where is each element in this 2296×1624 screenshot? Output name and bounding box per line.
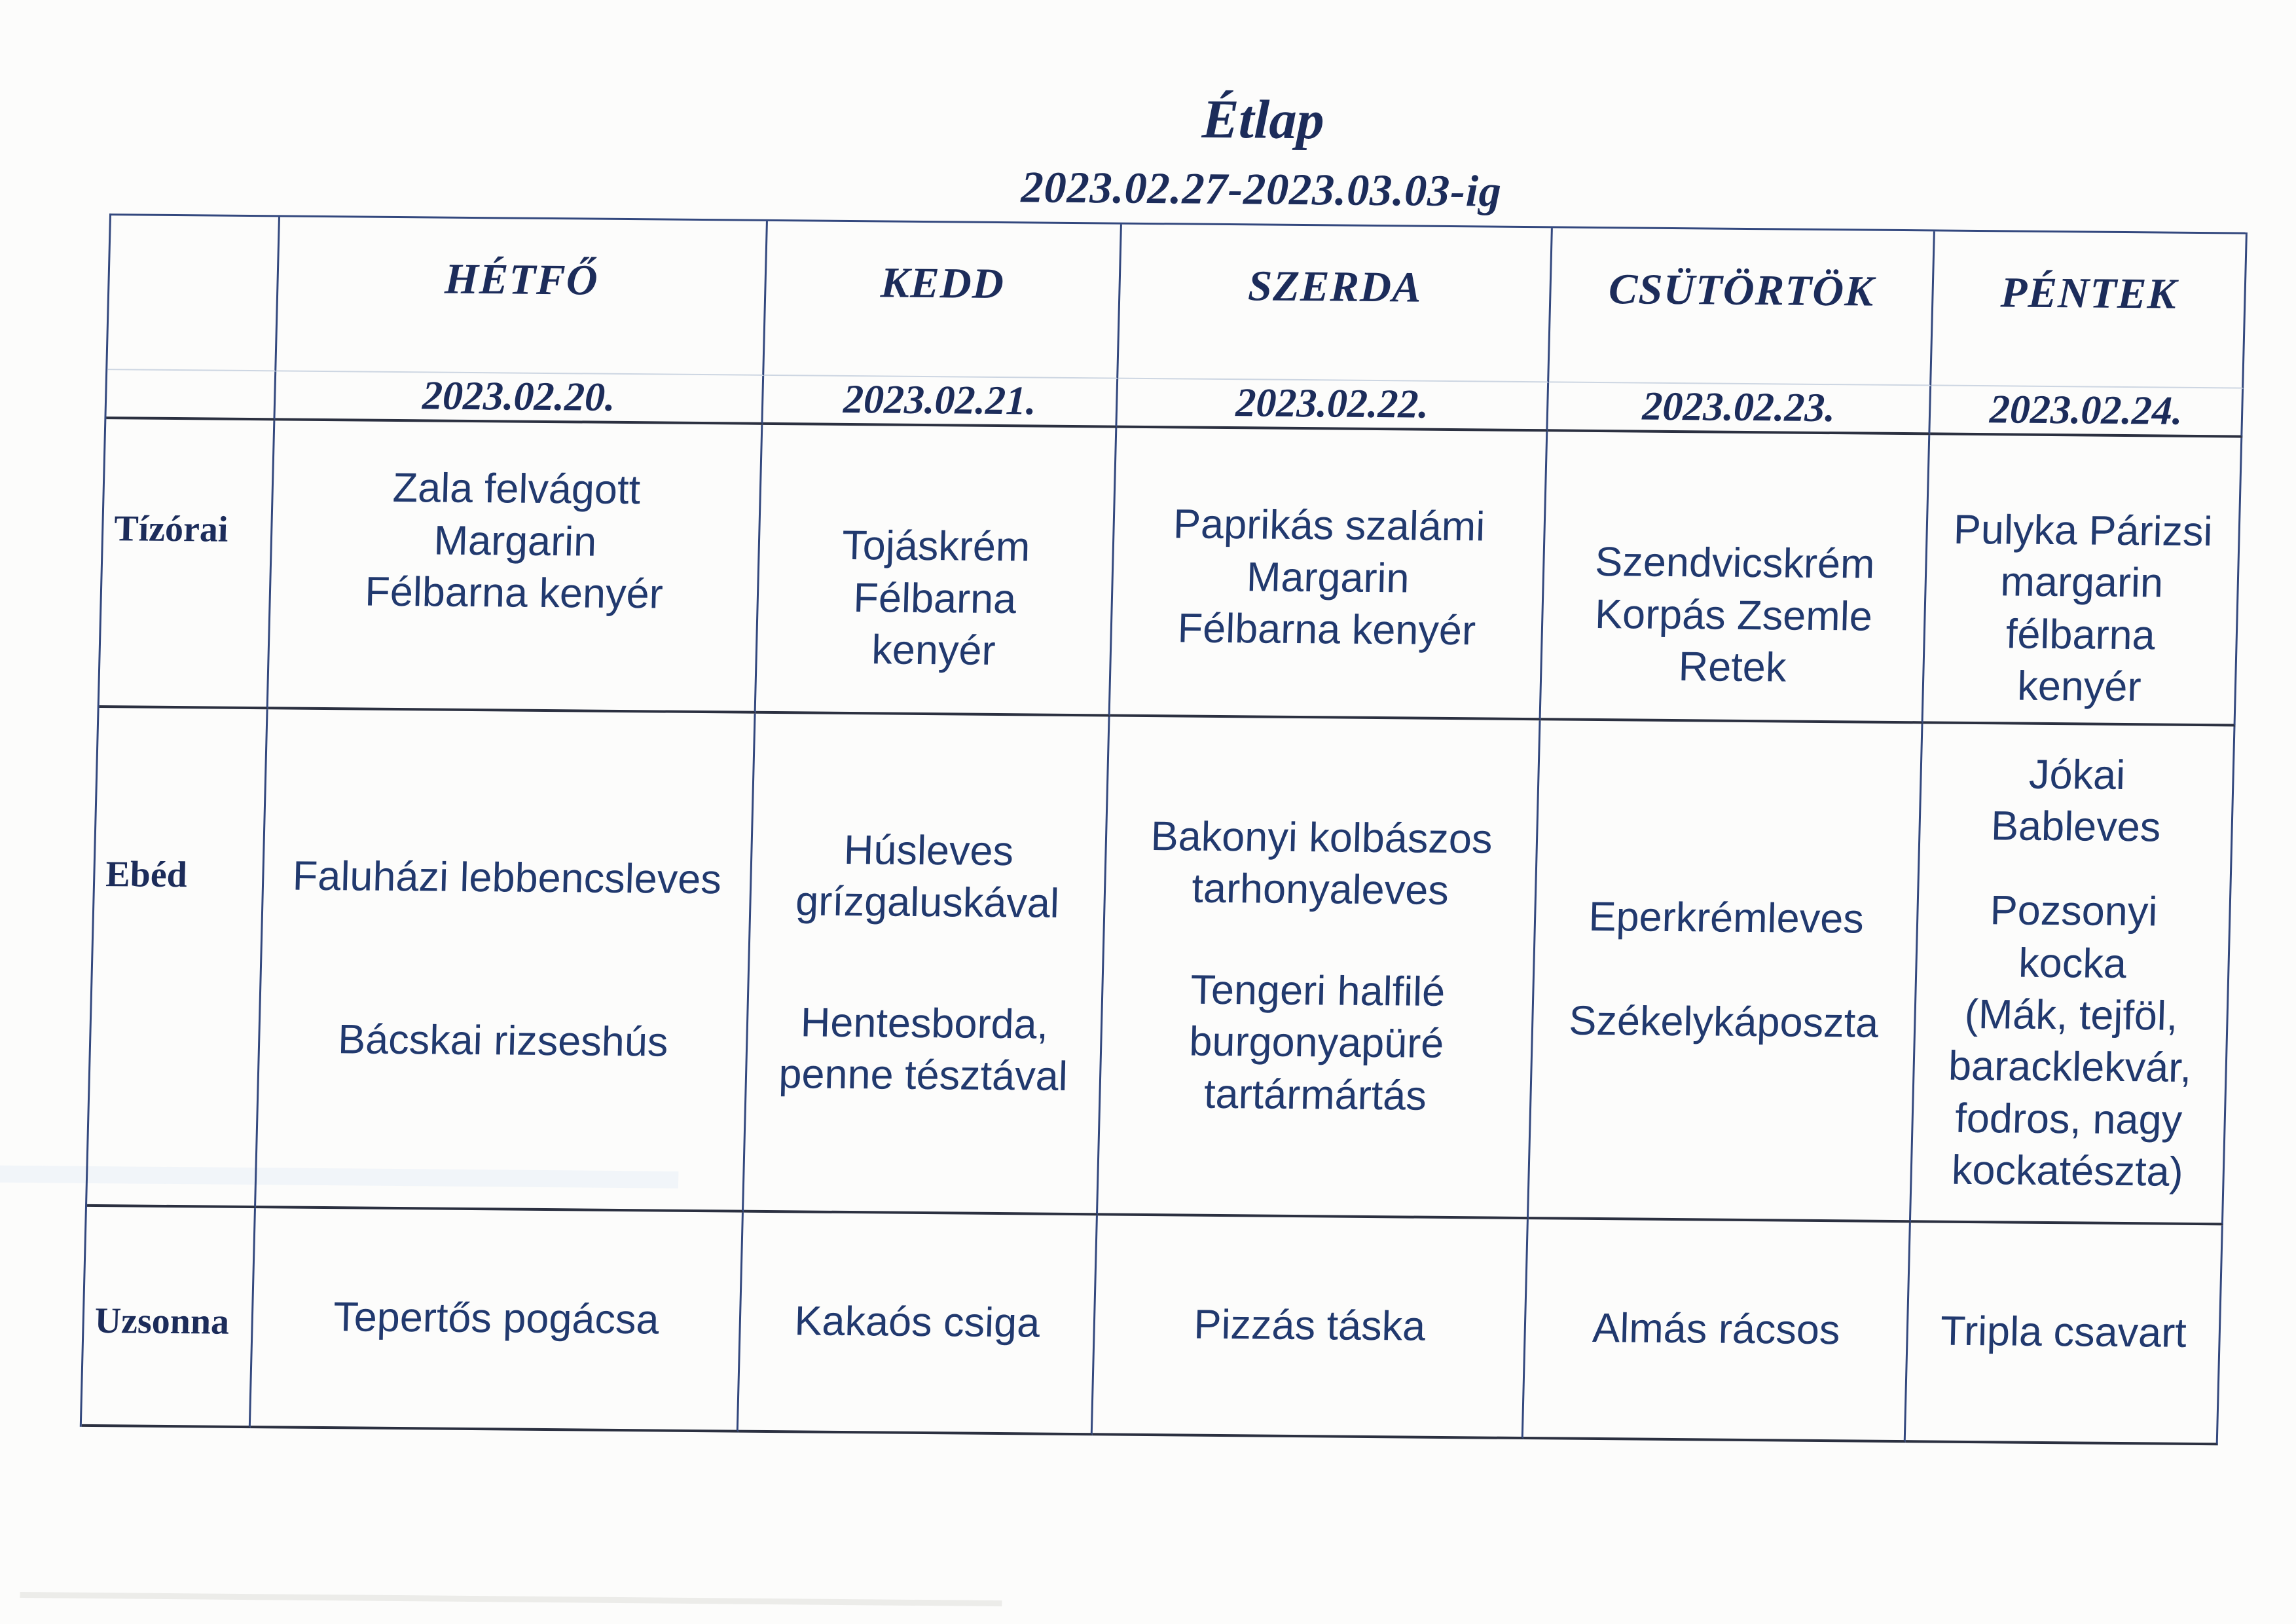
lunch-main: Tengeri halfilé burgonyapüré tartármártás (1188, 967, 1446, 1119)
lunch-main: Székelykáposzta (1568, 997, 1880, 1046)
lunch-soup: Húsleves grízgaluskával (795, 826, 1060, 927)
lunch-thursday (1529, 720, 1923, 1223)
menu-item: Szendvicskrém Korpás Zsemle Retek (1594, 539, 1876, 691)
menu-item: Tripla csavart (1940, 1308, 2187, 1357)
afternoon-snack-tuesday (738, 1213, 1098, 1436)
date-friday: 2023.02.24. (1930, 386, 2244, 437)
menu-item: Paprikás szalámi Margarin Félbarna kenyér (1173, 501, 1486, 654)
date-monday: 2023.02.20. (275, 371, 764, 424)
day-header-friday: PÉNTEK (1931, 231, 2248, 388)
row-label-morning-snack (100, 419, 276, 709)
row-label-text: Uzsonna (94, 1300, 230, 1342)
day-header-monday: HÉTFŐ (276, 217, 768, 375)
date-thursday: 2023.02.23. (1548, 382, 1931, 435)
lunch-main: Hentesborda, penne tésztával (778, 999, 1068, 1099)
morning-snack-tuesday (756, 425, 1118, 717)
day-header-tuesday: KEDD (764, 221, 1122, 379)
menu-date-range: 2023.02.27-2023.03.03-ig (1020, 162, 1503, 217)
menu-item: Tojáskrém Félbarna kenyér (841, 523, 1031, 674)
morning-snack-monday (268, 420, 763, 713)
date-wednesday: 2023.02.22. (1117, 379, 1549, 432)
afternoon-snack-thursday (1523, 1219, 1911, 1443)
afternoon-snack-wednesday (1093, 1215, 1529, 1439)
lunch-tuesday (744, 714, 1110, 1216)
scanner-streak (20, 1592, 1002, 1606)
morning-snack-thursday (1541, 432, 1931, 724)
corner-cell (107, 215, 280, 371)
row-label-text: Tízórai (113, 508, 229, 550)
day-header-thursday: CSÜTÖRTÖK (1549, 228, 1935, 386)
menu-item: Kakaós csiga (793, 1298, 1041, 1346)
afternoon-snack-friday (1906, 1223, 2223, 1445)
menu-item: Zala felvágott Margarin Félbarna kenyér (364, 465, 664, 618)
afternoon-snack-monday (251, 1208, 744, 1432)
document-title-block (113, 80, 2296, 224)
corner-cell-dates (106, 370, 276, 420)
page-title: Étlap (1201, 88, 1325, 151)
lunch-monday (256, 709, 756, 1212)
lunch-wednesday (1098, 716, 1541, 1219)
row-label-lunch (87, 708, 268, 1208)
lunch-soup: Eperkrémleves (1588, 893, 1865, 942)
lunch-soup: Jókai Bableves (1990, 751, 2162, 851)
row-label-text: Ebéd (105, 854, 188, 896)
date-tuesday: 2023.02.21. (763, 376, 1118, 428)
lunch-friday (1911, 724, 2236, 1225)
morning-snack-wednesday (1110, 428, 1548, 721)
weekly-menu-table (80, 213, 2248, 1445)
menu-item: Almás rácsos (1592, 1305, 1841, 1354)
menu-item: Pulyka Párizsi margarin félbarna kenyér (1953, 506, 2214, 710)
lunch-soup: Bakonyi kolbászos tarhonyaleves (1150, 813, 1493, 914)
lunch-main: Bácskai rizseshús (337, 1016, 669, 1065)
lunch-main: Pozsonyi kocka (Mák, tejföl, baracklekvár, fodros, nagy kockatészta) (1948, 887, 2193, 1195)
menu-item: Pizzás táska (1193, 1301, 1427, 1350)
morning-snack-friday (1923, 435, 2242, 726)
lunch-soup: Faluházi lebbencsleves (292, 853, 722, 902)
menu-item: Tepertős pogácsa (333, 1294, 660, 1343)
day-header-wednesday: SZERDA (1118, 225, 1553, 383)
row-label-afternoon-snack (82, 1207, 256, 1428)
